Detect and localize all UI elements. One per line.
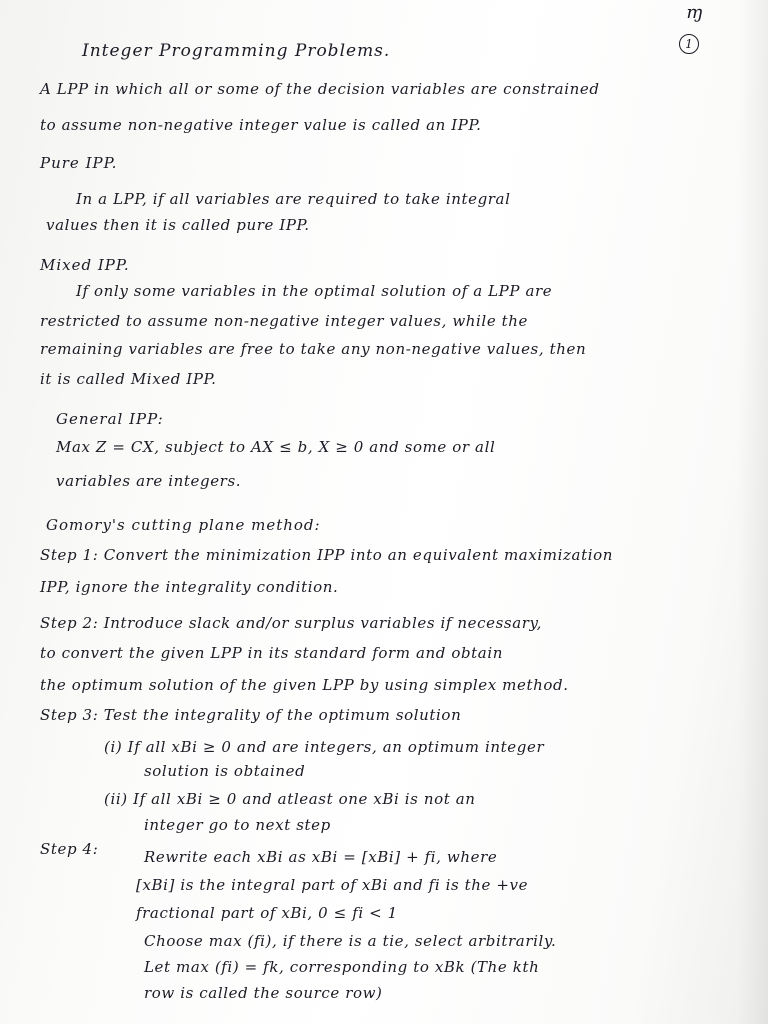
corner-mark: ɱ [686, 2, 704, 23]
text-line: remaining variables are free to take any non-negative values, then [40, 340, 587, 358]
step-3-case-i: (i) If all xBi ≥ 0 and are integers, an optimum integer [104, 738, 545, 756]
text-line: In a LPP, if all variables are required to take integral [76, 190, 511, 208]
text-line: restricted to assume non-negative integer values, while the [40, 312, 529, 330]
text-line: Choose max (fi), if there is a tie, select arbitrarily. [144, 932, 557, 950]
text-line: to convert the given LPP in its standard form and obtain [40, 644, 503, 662]
text-line: variables are integers. [56, 472, 242, 490]
text-line: it is called Mixed IPP. [40, 370, 217, 388]
step-2: Step 2: Introduce slack and/or surplus variables if necessary, [40, 614, 542, 632]
section-heading-gomory: Gomory's cutting plane method: [46, 516, 321, 534]
page-title: Integer Programming Problems. [82, 41, 391, 61]
page-edge-shadow [738, 0, 768, 1024]
section-heading-general-ipp: General IPP: [56, 410, 164, 428]
text-line: the optimum solution of the given LPP by using simplex method. [40, 676, 569, 694]
text-line: Let max (fi) = fk, corresponding to xBk (The kth [144, 958, 540, 976]
text-line: A LPP in which all or some of the decision variables are constrained [40, 80, 600, 98]
step-3-case-ii: (ii) If all xBi ≥ 0 and atleast one xBi is not an [104, 790, 476, 808]
step-4-label: Step 4: [40, 840, 99, 858]
text-line: integer go to next step [144, 816, 331, 834]
step-1: Step 1: Convert the minimization IPP into an equivalent maximization [40, 546, 613, 564]
page-number: 1 [679, 34, 699, 54]
section-heading-mixed-ipp: Mixed IPP. [40, 256, 130, 274]
text-line: row is called the source row) [144, 984, 383, 1002]
step-3: Step 3: Test the integrality of the optimum solution [40, 706, 462, 724]
text-line: values then it is called pure IPP. [46, 216, 310, 234]
text-line: [xBi] is the integral part of xBi and fi is the +ve [136, 876, 529, 894]
text-line: solution is obtained [144, 762, 306, 780]
text-line: Rewrite each xBi as xBi = [xBi] + fi, where [144, 848, 498, 866]
text-line: IPP, ignore the integrality condition. [40, 578, 339, 596]
text-line: Max Z = CX, subject to AX ≤ b, X ≥ 0 and some or all [56, 438, 496, 456]
text-line: fractional part of xBi, 0 ≤ fi < 1 [136, 904, 398, 922]
text-line: to assume non-negative integer value is called an IPP. [40, 116, 482, 134]
section-heading-pure-ipp: Pure IPP. [40, 154, 118, 172]
text-line: If only some variables in the optimal solution of a LPP are [76, 282, 553, 300]
